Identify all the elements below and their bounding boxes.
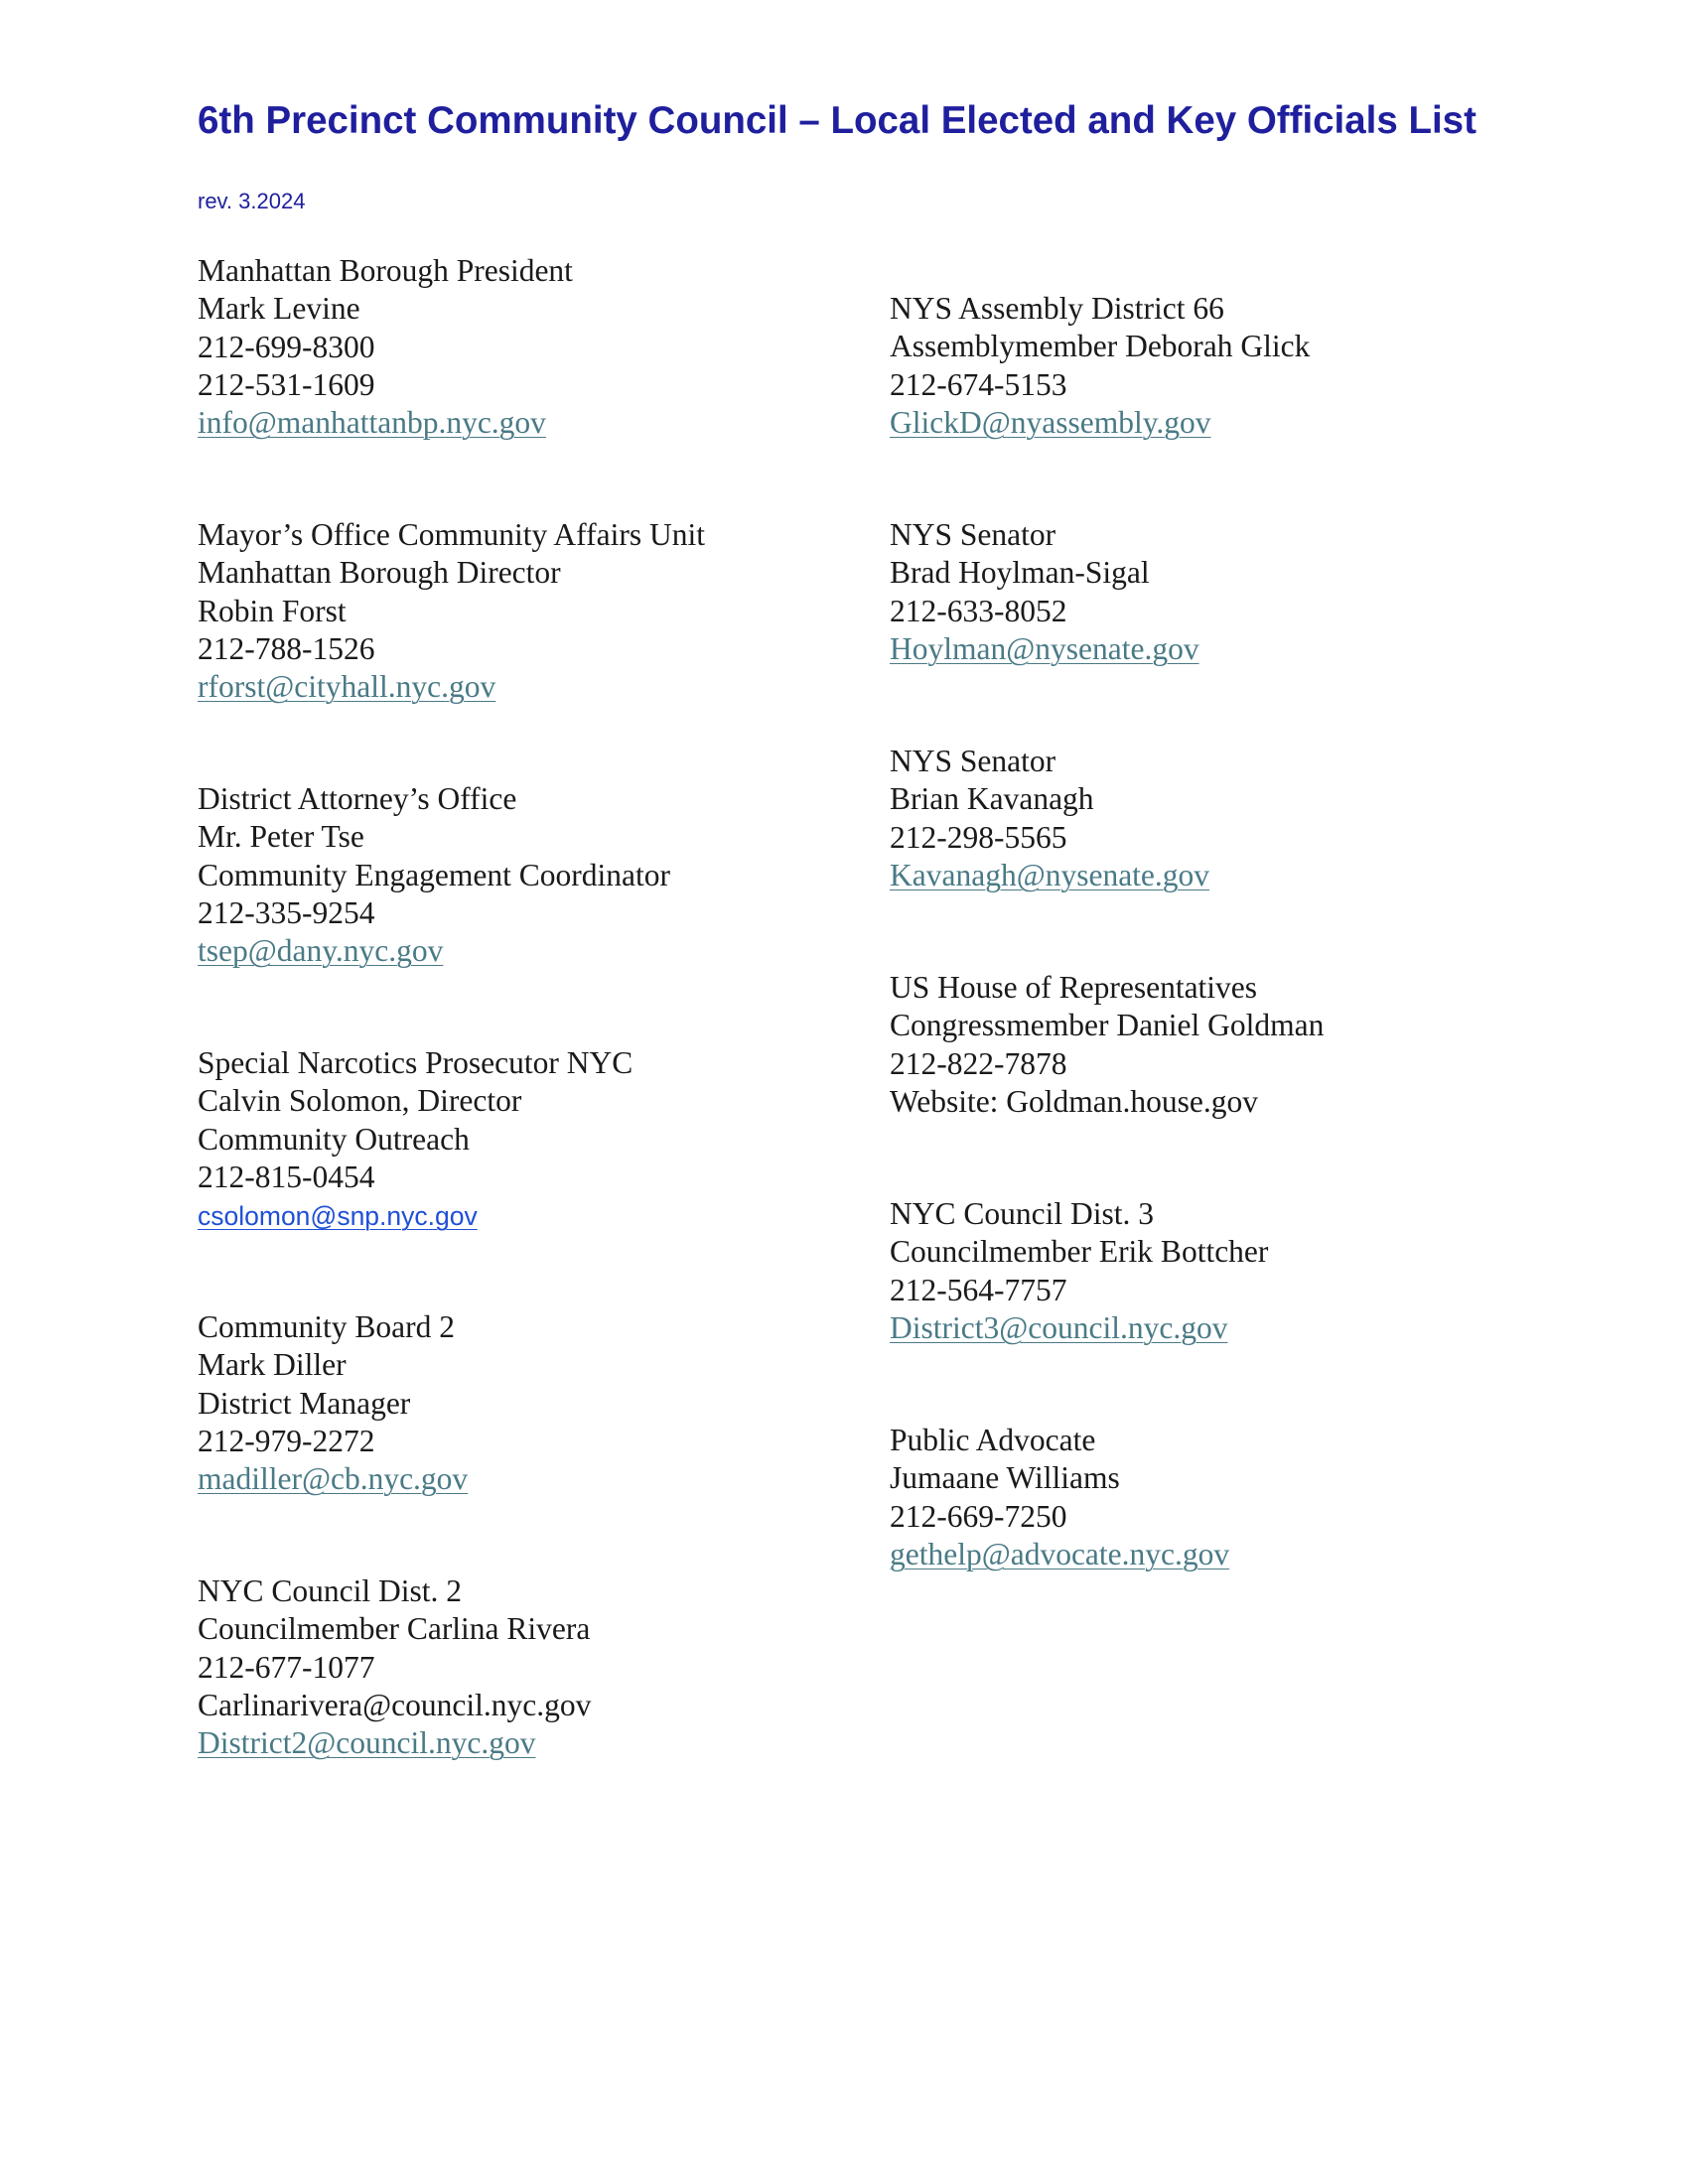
phone-number: 212-674-5153 bbox=[890, 366, 1067, 402]
office-label: NYS Assembly District 66 bbox=[890, 291, 1224, 326]
contact-assembly-66 bbox=[890, 290, 1310, 442]
official-name: Jumaane Williams bbox=[890, 1460, 1120, 1496]
official-name: Assemblymember Deborah Glick bbox=[890, 329, 1311, 364]
email-link[interactable]: madiller@cb.nyc.gov bbox=[198, 1461, 469, 1497]
email-link[interactable]: District3@council.nyc.gov bbox=[890, 1309, 1228, 1345]
official-role: Community Outreach bbox=[198, 1121, 470, 1157]
contact-mayors-office bbox=[198, 516, 705, 706]
office-label: NYC Council Dist. 3 bbox=[890, 1196, 1155, 1231]
phone-number: 212-699-8300 bbox=[198, 329, 375, 364]
official-name: Robin Forst bbox=[198, 593, 347, 628]
phone-number-secondary: 212-531-1609 bbox=[198, 366, 375, 402]
email-link[interactable]: gethelp@advocate.nyc.gov bbox=[890, 1536, 1230, 1571]
office-label: Special Narcotics Prosecutor NYC bbox=[198, 1045, 633, 1080]
office-label: NYS Senator bbox=[890, 517, 1056, 552]
email-link[interactable]: District2@council.nyc.gov bbox=[198, 1725, 536, 1761]
official-name: Brad Hoylman-Sigal bbox=[890, 555, 1150, 591]
phone-number: 212-298-5565 bbox=[890, 819, 1067, 855]
email-link[interactable]: tsep@dany.nyc.gov bbox=[198, 933, 444, 969]
contact-public-advocate bbox=[890, 1422, 1229, 1573]
contact-us-house bbox=[890, 969, 1324, 1121]
official-role: District Manager bbox=[198, 1385, 411, 1421]
official-name: Mark Diller bbox=[198, 1347, 347, 1383]
contact-senator-kavanagh bbox=[890, 743, 1209, 894]
website-text: Website: Goldman.house.gov bbox=[890, 1083, 1259, 1119]
email-link[interactable]: csolomon@snp.nyc.gov bbox=[198, 1201, 478, 1232]
office-label: NYC Council Dist. 2 bbox=[198, 1573, 463, 1608]
email-link[interactable]: info@manhattanbp.nyc.gov bbox=[198, 405, 546, 441]
phone-number: 212-633-8052 bbox=[890, 593, 1067, 628]
office-label: District Attorney’s Office bbox=[198, 781, 517, 816]
office-label: US House of Representatives bbox=[890, 970, 1258, 1005]
phone-number: 212-335-9254 bbox=[198, 894, 375, 930]
email-link[interactable]: GlickD@nyassembly.gov bbox=[890, 404, 1211, 440]
contact-community-board bbox=[198, 1308, 468, 1498]
contact-council-dist-2 bbox=[198, 1572, 591, 1762]
email-text: Carlinarivera@council.nyc.gov bbox=[198, 1687, 592, 1722]
office-label: Manhattan Borough President bbox=[198, 253, 573, 288]
phone-number: 212-677-1077 bbox=[198, 1649, 375, 1685]
official-name: Calvin Solomon, Director bbox=[198, 1083, 522, 1119]
office-label: Mayor’s Office Community Affairs Unit bbox=[198, 517, 705, 552]
office-label: Community Board 2 bbox=[198, 1309, 455, 1344]
phone-number: 212-564-7757 bbox=[890, 1272, 1067, 1307]
email-link[interactable]: Hoylman@nysenate.gov bbox=[890, 630, 1199, 666]
official-name: Councilmember Carlina Rivera bbox=[198, 1611, 591, 1647]
official-name: Mark Levine bbox=[198, 291, 360, 327]
official-name: Brian Kavanagh bbox=[890, 781, 1094, 817]
phone-number: 212-669-7250 bbox=[890, 1498, 1067, 1534]
contact-senator-hoylman bbox=[890, 516, 1199, 668]
official-role: Community Engagement Coordinator bbox=[198, 857, 670, 892]
official-name: Congressmember Daniel Goldman bbox=[890, 1008, 1325, 1043]
contact-special-narcotics bbox=[198, 1044, 633, 1235]
contact-district-attorney bbox=[198, 780, 670, 970]
official-name: Councilmember Erik Bottcher bbox=[890, 1234, 1269, 1270]
email-link[interactable]: rforst@cityhall.nyc.gov bbox=[198, 669, 496, 705]
official-role: Manhattan Borough Director bbox=[198, 555, 561, 591]
page-title: 6th Precinct Community Council – Local Elected and Key Officials List bbox=[198, 99, 1477, 142]
phone-number: 212-822-7878 bbox=[890, 1045, 1067, 1081]
phone-number: 212-788-1526 bbox=[198, 630, 375, 666]
phone-number: 212-815-0454 bbox=[198, 1159, 375, 1194]
contact-council-dist-3 bbox=[890, 1195, 1268, 1347]
email-link[interactable]: Kavanagh@nysenate.gov bbox=[890, 857, 1210, 892]
office-label: NYS Senator bbox=[890, 744, 1056, 778]
office-label: Public Advocate bbox=[890, 1423, 1096, 1457]
phone-number: 212-979-2272 bbox=[198, 1423, 375, 1458]
revision-date: rev. 3.2024 bbox=[198, 189, 306, 213]
official-name: Mr. Peter Tse bbox=[198, 819, 364, 855]
contact-borough-president bbox=[198, 252, 573, 442]
